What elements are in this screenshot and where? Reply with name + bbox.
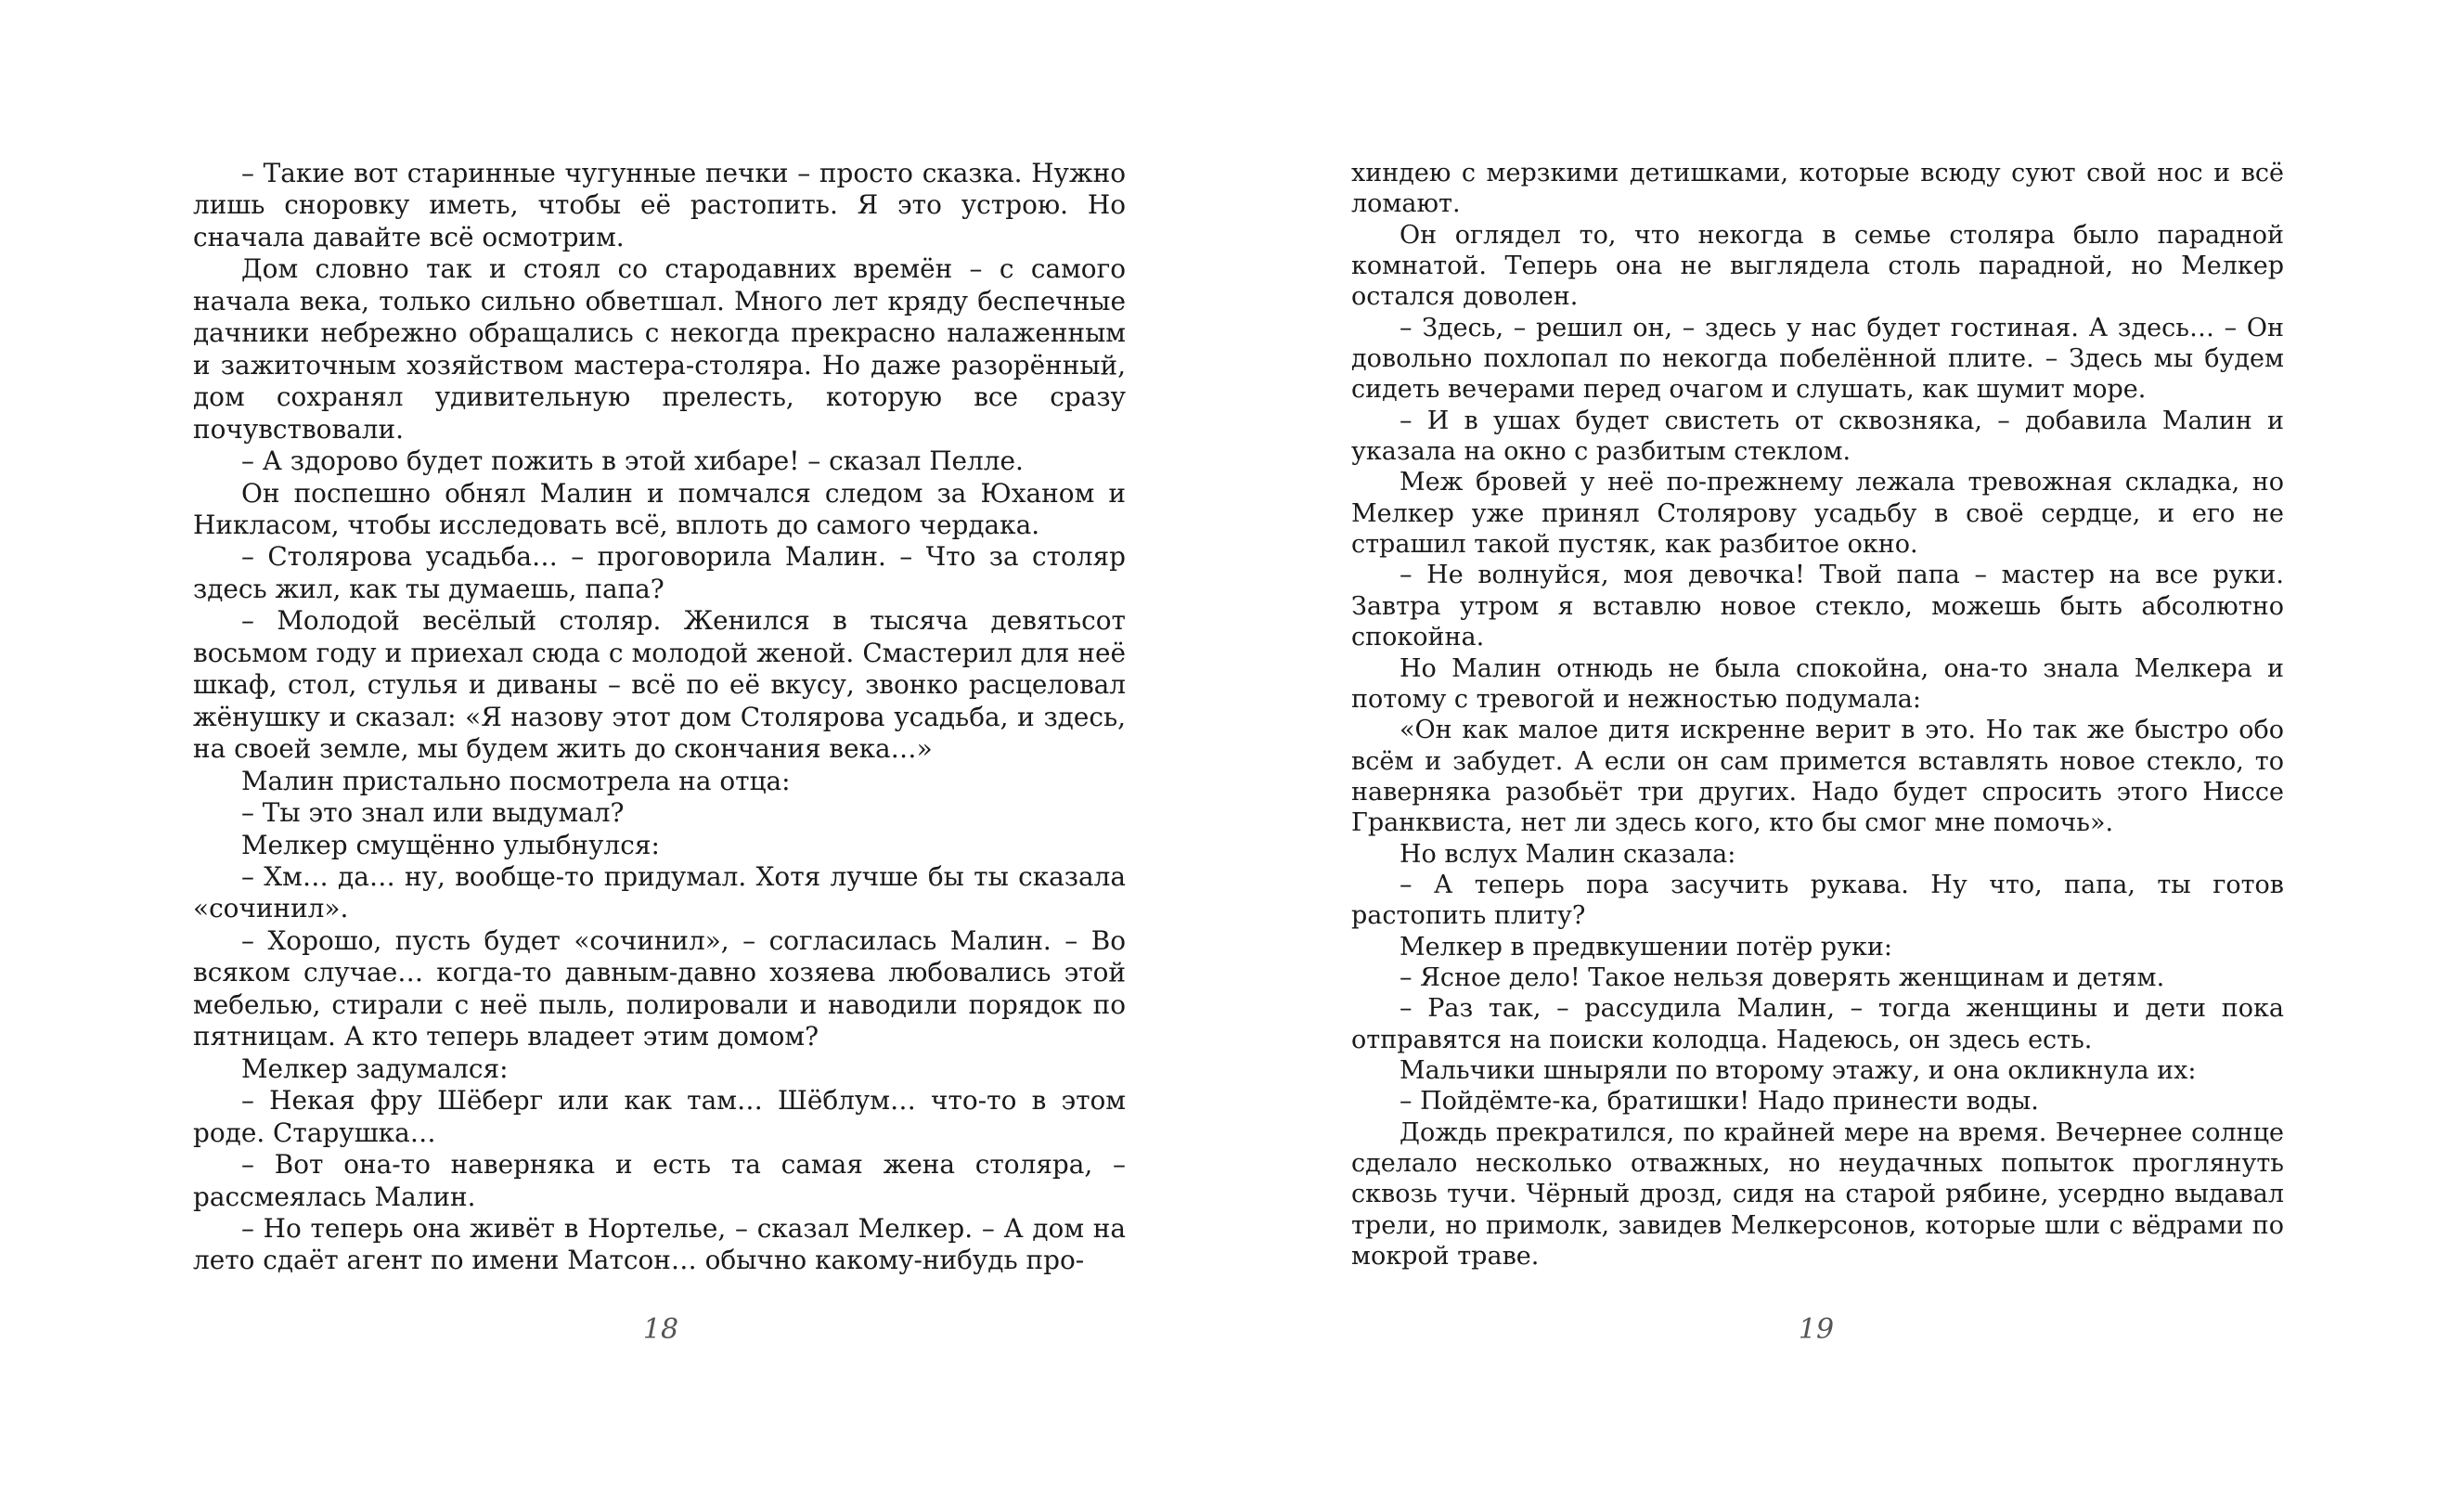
paragraph: Он оглядел то, что некогда в семье столяра было парадной комнатой. Теперь она не выглядела столь парадной, но Мелкер остался доволен.	[1351, 220, 2284, 312]
paragraph: – Ты это знал или выдумал?	[241, 797, 625, 829]
page-number-left: 18	[642, 1313, 679, 1346]
paragraph: Но Малин отнюдь не была спокойна, она-то знала Мелкера и потому с тревогой и нежностью подумала:	[1351, 653, 2284, 714]
paragraph: – И в ушах будет свистеть от сквозняка, – добавила Малин и указала на окно с разбитым стеклом.	[1351, 406, 2284, 467]
paragraph: – Такие вот старинные чугунные печки – просто сказка. Нужно лишь сноровку иметь, чтобы её растопить. Я это устрою. Но сначала давайте всё осмотрим.	[193, 158, 1126, 252]
paragraph: Дождь прекратился, по крайней мере на время. Вечернее солнце сделало несколько отважных, но неудачных попыток проглянуть сквозь тучи. Чёрный дрозд, сидя на старой рябине, усердно выдавал трели, но примолк, завидев Мелкерсонов, которые шли с вёдрами по мокрой траве.	[1351, 1117, 2284, 1272]
paragraph: – Пойдёмте-ка, братишки! Надо принести воды.	[1400, 1087, 2039, 1117]
page-number-right: 19	[1798, 1313, 1835, 1346]
left-page-text	[193, 158, 1126, 1277]
paragraph: – Некая фру Шёберг или как там… Шёблум… что-то в этом роде. Старушка…	[193, 1085, 1126, 1148]
paragraph: Мелкер в предвкушении потёр руки:	[1400, 932, 1892, 962]
paragraph: – А теперь пора засучить рукава. Ну что, папа, ты готов растопить плиту?	[1351, 870, 2284, 931]
paragraph: Он поспешно обнял Малин и помчался следом за Юханом и Никласом, чтобы исследовать всё, вплоть до самого чердака.	[193, 477, 1126, 540]
right-page	[1351, 158, 2284, 1272]
paragraph: – Молодой весёлый столяр. Женился в тысяча девятьсот восьмом году и приехал сюда с молодой женой. Смастерил для неё шкаф, стол, стулья и диваны – всё по её вкусу, звонко расцеловал жёнушку и сказал: «Я назову этот дом Столярова усадьба, и здесь, на своей земле, мы будем жить до скончания века…»	[193, 605, 1126, 765]
paragraph: Но вслух Малин сказала:	[1400, 839, 1736, 869]
paragraph: Мелкер смущённо улыбнулся:	[241, 829, 660, 860]
paragraph: – А здорово будет пожить в этой хибаре! – сказал Пелле.	[241, 446, 1024, 477]
paragraph: – Ясное дело! Такое нельзя доверять женщинам и детям.	[1400, 962, 2165, 992]
paragraph: – Но теперь она живёт в Нортелье, – сказал Мелкер. – А дом на лето сдаёт агент по имени Матсон… обычно какому-нибудь про-	[193, 1212, 1126, 1276]
paragraph: Мальчики шныряли по второму этажу, и она окликнула их:	[1400, 1055, 2197, 1085]
paragraph: Мелкер задумался:	[241, 1052, 509, 1084]
paragraph: – Здесь, – решил он, – здесь у нас будет гостиная. А здесь… – Он довольно похлопал по некогда побелённой плите. – Здесь мы будем сидеть вечерами перед очагом и слушать, как шумит море.	[1351, 313, 2284, 405]
paragraph: Дом словно так и стоял со стародавних времён – с самого начала века, только сильно обветшал. Много лет кряду беспечные дачники небрежно обращались с некогда прекрасно налаженным и зажиточным хозяйством мастера-столяра. Но даже разорённый, дом сохранял удивительную прелесть, которую все сразу почувствовали.	[193, 253, 1126, 445]
right-page-text	[1351, 158, 2284, 1272]
paragraph: Меж бровей у неё по-прежнему лежала тревожная складка, но Мелкер уже принял Столярову усадьбу в своё сердце, и его не страшил такой пустяк, как разбитое окно.	[1351, 468, 2284, 560]
paragraph: – Раз так, – рассудила Малин, – тогда женщины и дети пока отправятся на поиски колодца. Надеюсь, он здесь есть.	[1351, 994, 2284, 1054]
paragraph: – Не волнуйся, моя девочка! Твой папа – мастер на все руки. Завтра утром я вставлю новое стекло, можешь быть абсолютно спокойна.	[1351, 561, 2284, 652]
paragraph: – Хм… да… ну, вообще-то придумал. Хотя лучше бы ты сказала «сочинил».	[193, 860, 1126, 924]
left-page	[193, 158, 1126, 1277]
paragraph: хиндею с мерзкими детишками, которые всюду суют свой нос и всё ломают.	[1351, 159, 2284, 219]
paragraph: «Он как малое дитя искренне верит в это. Но так же быстро обо всём и забудет. А если он сам примется вставлять новое стекло, то наверняка разобьёт три других. Надо будет спросить этого Ниссе Гранквиста, нет ли здесь кого, кто бы смог мне помочь».	[1351, 716, 2284, 838]
paragraph: – Вот она-то наверняка и есть та самая жена столяра, – рассмеялась Малин.	[193, 1149, 1126, 1212]
paragraph: Малин пристально посмотрела на отца:	[241, 765, 791, 796]
paragraph: – Хорошо, пусть будет «сочинил», – согласилась Малин. – Во всяком случае… когда-то давным-давно хозяева любовались этой мебелью, стирали с неё пыль, полировали и наводили порядок по пятницам. А кто теперь владеет этим домом?	[193, 924, 1126, 1052]
paragraph: – Столярова усадьба… – проговорила Малин. – Что за столяр здесь жил, как ты думаешь, папа?	[193, 541, 1126, 604]
